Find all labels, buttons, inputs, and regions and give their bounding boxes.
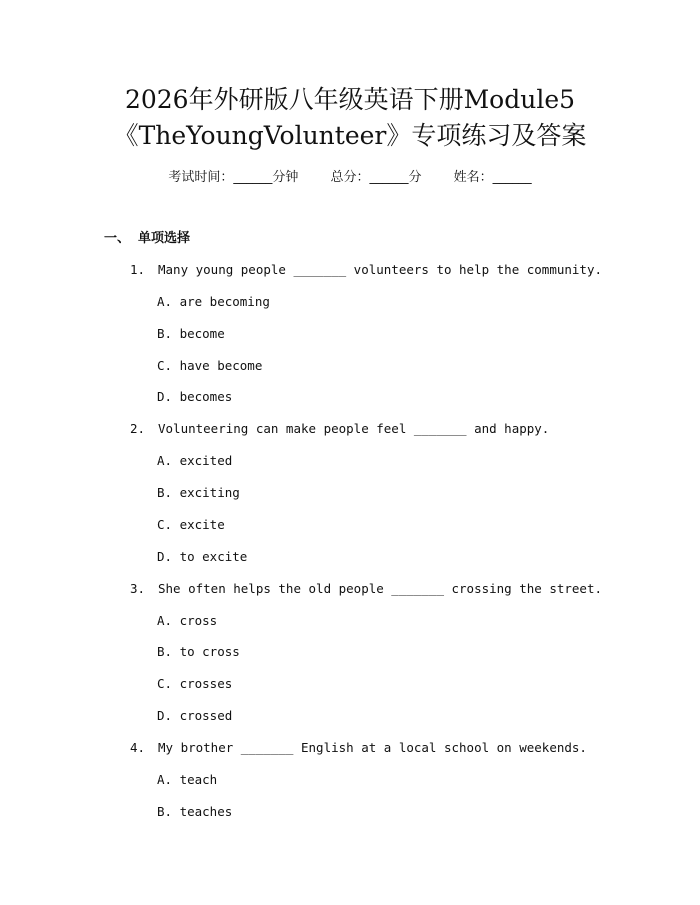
section-title: 单项选择 <box>138 231 191 246</box>
question-4-option-a: A. teach <box>157 772 218 787</box>
question-number: 4. <box>130 740 146 755</box>
total-score-field: 总分：______分 <box>330 170 422 185</box>
document-title-line-2: 《TheYoungVolunteer》专项练习及答案 <box>113 121 587 150</box>
exam-time-field: 考试时间：______分钟 <box>168 170 299 185</box>
question-1-option-d: D. becomes <box>157 389 233 404</box>
question-number: 3. <box>130 581 146 596</box>
question-2-option-d: D. to excite <box>157 549 248 564</box>
exam-info <box>0 168 700 188</box>
question-text: Volunteering can make people feel _______ and happy. <box>158 421 550 436</box>
question-3-option-c: C. crosses <box>157 676 233 691</box>
question-3-option-d: D. crossed <box>157 708 233 723</box>
document-title-line-1: 2026年外研版八年级英语下册Module5 <box>124 85 576 114</box>
question-number: 1. <box>130 262 146 277</box>
question-2-option-a: A. excited <box>157 453 233 468</box>
section-number: 一、 <box>104 231 131 246</box>
question-1-option-b: B. become <box>157 326 225 341</box>
question-1-option-a: A. are becoming <box>157 294 270 309</box>
question-3 <box>130 579 602 599</box>
question-2-option-c: C. excite <box>157 517 225 532</box>
question-4 <box>130 738 587 758</box>
question-2-option-b: B. exciting <box>157 485 240 500</box>
question-text: My brother _______ English at a local school on weekends. <box>158 740 587 755</box>
question-text: She often helps the old people _______ crossing the street. <box>158 581 603 596</box>
question-number: 2. <box>130 421 146 436</box>
question-1 <box>130 260 602 280</box>
question-4-option-b: B. teaches <box>157 804 233 819</box>
question-3-option-a: A. cross <box>157 613 218 628</box>
question-2 <box>130 419 549 439</box>
section-heading <box>104 229 190 249</box>
question-3-option-b: B. to cross <box>157 644 240 659</box>
question-1-option-c: C. have become <box>157 358 263 373</box>
student-name-field: 姓名：______ <box>453 170 532 185</box>
question-text: Many young people _______ volunteers to help the community. <box>158 262 603 277</box>
